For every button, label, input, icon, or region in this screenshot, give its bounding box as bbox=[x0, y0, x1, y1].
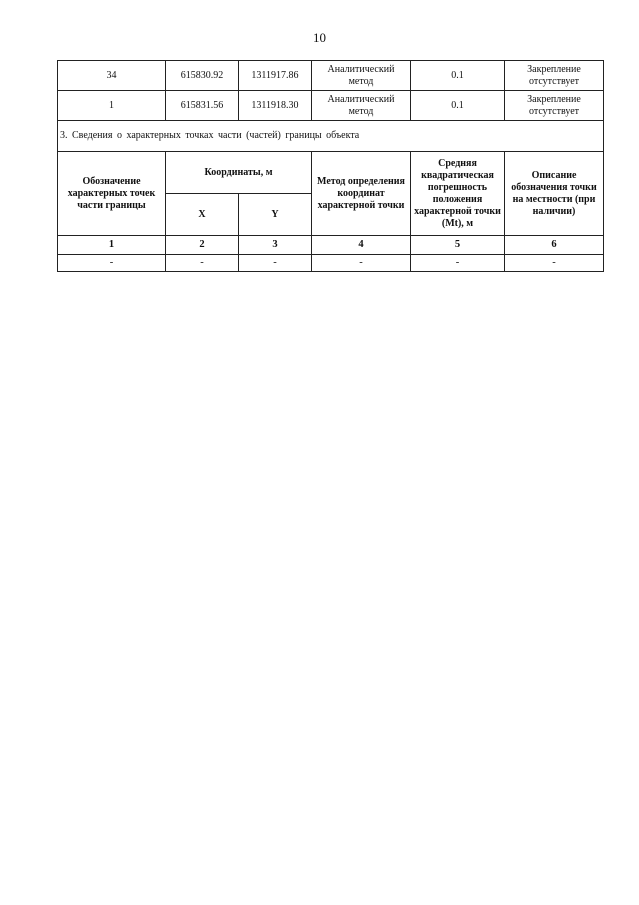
method-cell: Аналитический метод bbox=[312, 61, 411, 91]
error-cell: 0.1 bbox=[411, 91, 505, 121]
y-coordinate-cell: 1311917.86 bbox=[239, 61, 312, 91]
header-description: Описание обозначения точки на местности (при наличии) bbox=[505, 152, 604, 236]
column-number: 6 bbox=[505, 236, 604, 255]
page-number: 10 bbox=[313, 30, 326, 45]
table-cell: - bbox=[312, 255, 411, 272]
table-cell: - bbox=[411, 255, 505, 272]
header-row bbox=[58, 152, 604, 194]
table-cell: - bbox=[239, 255, 312, 272]
header-method: Метод определения координат характерной точки bbox=[312, 152, 411, 236]
column-number: 2 bbox=[166, 236, 239, 255]
point-cell: 34 bbox=[58, 61, 166, 91]
description-cell: Закрепление отсутствует bbox=[505, 61, 604, 91]
x-coordinate-cell: 615831.56 bbox=[166, 91, 239, 121]
header-designation: Обозначение характерных точек части границы bbox=[58, 152, 166, 236]
header-coordinates: Координаты, м bbox=[166, 152, 312, 194]
table-row bbox=[58, 61, 604, 91]
x-coordinate-cell: 615830.92 bbox=[166, 61, 239, 91]
error-cell: 0.1 bbox=[411, 61, 505, 91]
header-error: Средняя квадратическая погрешность положения характерной точки (Mt), м bbox=[411, 152, 505, 236]
section-title: 3. Сведения о характерных точках части (частей) границы объекта bbox=[58, 121, 604, 152]
table-row bbox=[58, 91, 604, 121]
table-cell: - bbox=[505, 255, 604, 272]
method-cell: Аналитический метод bbox=[312, 91, 411, 121]
description-cell: Закрепление отсутствует bbox=[505, 91, 604, 121]
table-row bbox=[58, 255, 604, 272]
point-cell: 1 bbox=[58, 91, 166, 121]
header-x: X bbox=[166, 194, 239, 236]
section-title-row bbox=[58, 121, 604, 152]
table-cell: - bbox=[166, 255, 239, 272]
table-cell: - bbox=[58, 255, 166, 272]
column-number: 1 bbox=[58, 236, 166, 255]
column-number: 3 bbox=[239, 236, 312, 255]
column-number: 5 bbox=[411, 236, 505, 255]
header-y: Y bbox=[239, 194, 312, 236]
column-numbers-row bbox=[58, 236, 604, 255]
column-number: 4 bbox=[312, 236, 411, 255]
boundary-points-table bbox=[57, 60, 604, 272]
y-coordinate-cell: 1311918.30 bbox=[239, 91, 312, 121]
